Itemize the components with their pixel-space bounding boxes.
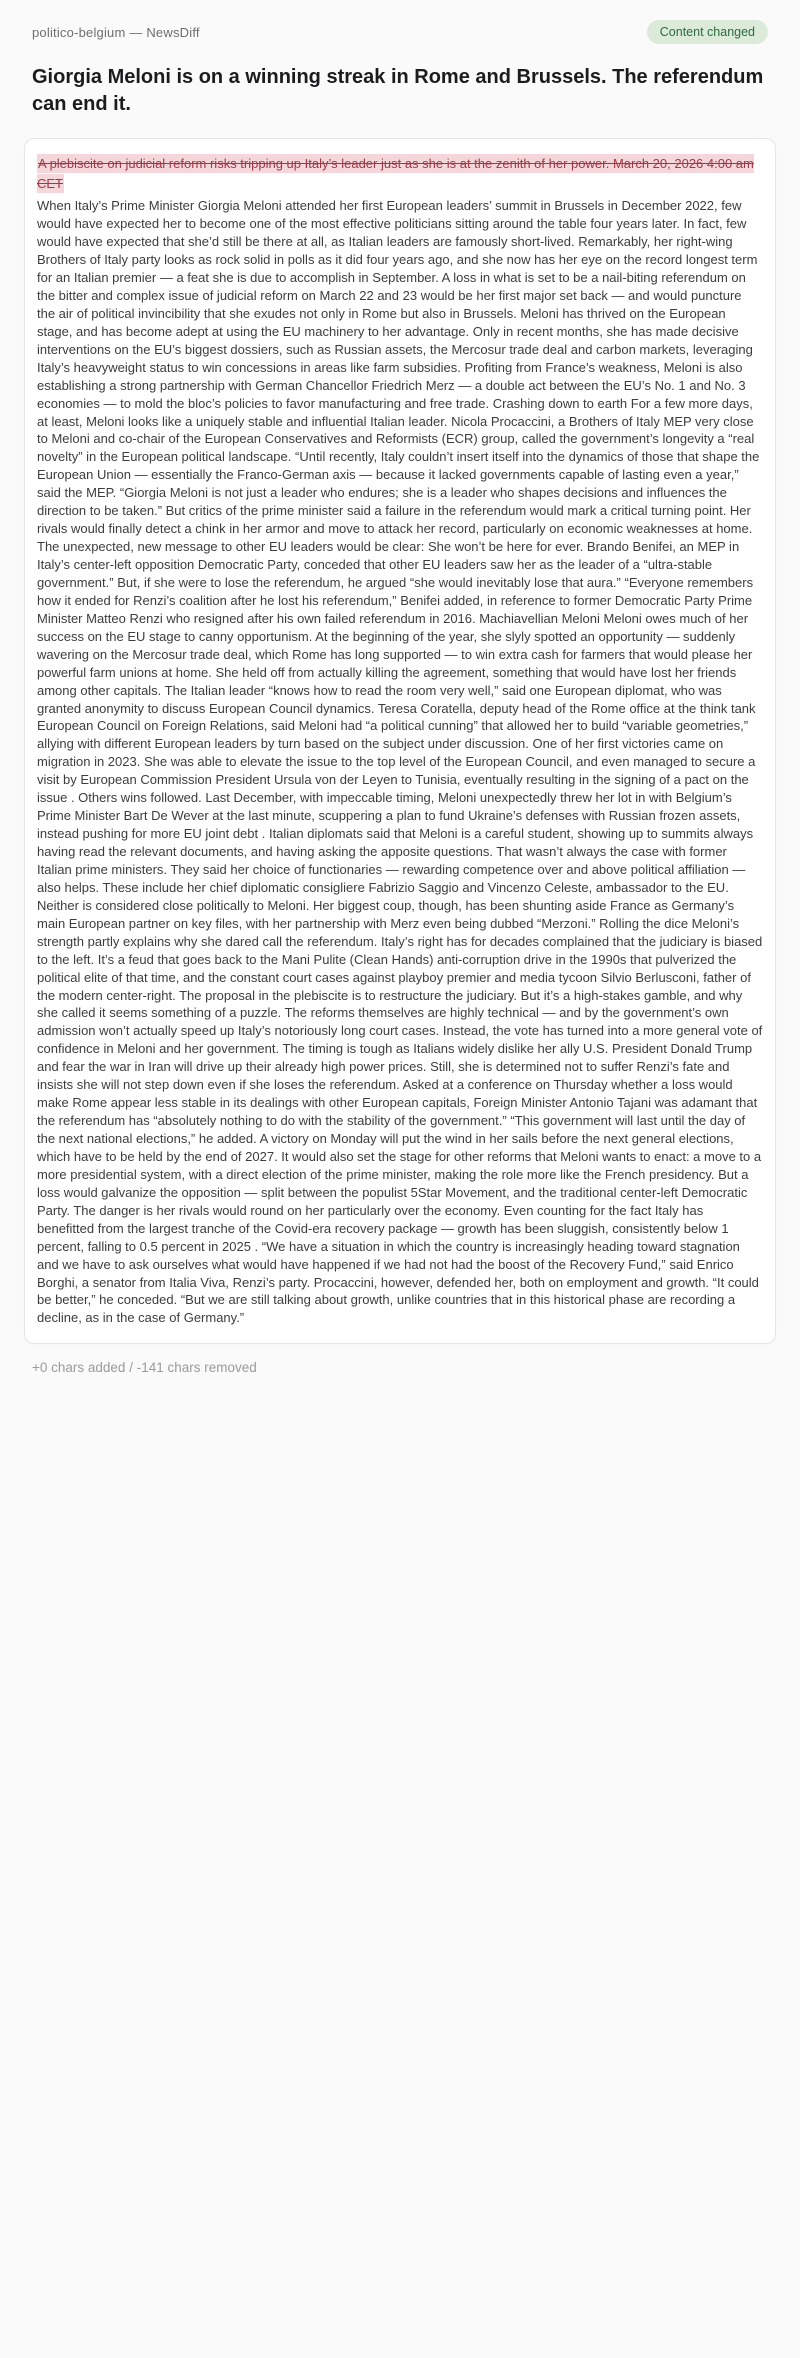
removed-text: A plebiscite on judicial reform risks tripping up Italy’s leader just as she is at the zenith of her power. March 20, 2026 4:00 am CET (37, 156, 754, 192)
page-header (24, 20, 776, 44)
article-body-text: When Italy’s Prime Minister Giorgia Meloni attended her first European leaders’ summit in Brussels in December 2022, few would have expected her to become one of the most effective politicians sitting around the table four years later. In fact, few would have expected that she’d still be there at all, as Italian leaders are famously short-lived. Remarkably, her right-wing Brothers of Italy party looks as rock solid in polls as it did four years ago, and she now has her eye on the record longest term for an Italian premier — a feat she is due to accomplish in September. A loss in what is set to be a nail-biting referendum on the bitter and complex issue of judicial reform on March 22 and 23 would be her first major set back — and would puncture the air of political invincibility that she exudes not only in Rome but also in Brussels. Meloni has thrived on the European stage, and has become adept at using the EU machinery to her advantage. Only in recent months, she has made decisive interventions on the EU’s biggest dossiers, such as Russian assets, the Mercosur trade deal and carbon markets, leveraging Italy’s heavyweight status to win concessions in areas like farm subsidies. Profiting from France’s weakness, Meloni is also establishing a strong partnership with German Chancellor Friedrich Merz — a double act between the EU’s No. 1 and No. 3 economies — to mold the bloc’s policies to favor manufacturing and free trade. Crashing down to earth For a few more days, at least, Meloni looks like a uniquely stable and influential Italian leader. Nicola Procaccini, a Brothers of Italy MEP very close to Meloni and co-chair of the European Conservatives and Reformists (ECR) group, called the government’s longevity a “real novelty” in the European political landscape. “Until recently, Italy couldn’t insert itself into the dynamics of those that shape the European Union — essentially the Franco-German axis — because it lacked governments capable of lasting even a year,” said the MEP. “Giorgia Meloni is not just a leader who endures; she is a leader who shapes decisions and influences the direction to be taken.” But critics of the prime minister said a failure in the referendum would mark a critical turning point. Her rivals would finally detect a chink in her armor and move to attack her record, particularly on economic weaknesses at home. The unexpected, new message to other EU leaders would be clear: She won’t be here for ever. Brando Benifei, an MEP in Italy’s center-left opposition Democratic Party, conceded that other EU leaders saw her as the leader of a “ultra-stable government.” But, if she were to lose the referendum, he argued “she would inevitably lose that aura.” “Everyone remembers how it ended for Renzi’s coalition after he lost his referendum,” Benifei added, in reference to former Democratic Party Prime Minister Matteo Renzi who resigned after his own failed referendum in 2016. Machiavellian Meloni Meloni owes much of her success on the EU stage to canny opportunism. At the beginning of the year, she slyly spotted an opportunity — suddenly wavering on the Mercosur trade deal, which Rome has long supported — to win extra cash for farmers that would please her powerful farm unions at home. She held off from actually killing the agreement, something that would have lost her friends among other capitals. The Italian leader “knows how to read the room very well,” said one European diplomat, who was granted anonymity to discuss European Council dynamics. Teresa Coratella, deputy head of the Rome office at the think tank European Council on Foreign Relations, said Meloni had “a political cunning” that allowed her to build “variable geometries,” allying with different European leaders by turn based on the subject under discussion. One of her first victories came on migration in 2023. She was able to elevate the issue to the top level of the European Council, and even managed to secure a visit by European Commission President Ursula von der Leyen to Tunisia, eventually resulting in the signing of a pact on the issue . Others wins followed. Last December, with impeccable timing, Meloni unexpectedly threw her lot in with Belgium’s Prime Minister Bart De Wever at the last minute, scuppering a plan to fund Ukraine’s defenses with Russian frozen assets, instead pushing for more EU joint debt . Italian diplomats said that Meloni is a careful student, showing up to summits always having read the relevant documents, and having asking the apposite questions. That wasn’t always the case with former Italian prime ministers. They said her choice of functionaries — rewarding competence over and above political affiliation — also helps. These include her chief diplomatic consigliere Fabrizio Saggio and Vincenzo Celeste, ambassador to the EU. Neither is considered close politically to Meloni. Her biggest coup, though, has been shunting aside France as Germany’s main European partner on key files, with her partnership with Merz even being dubbed “Merzoni.” Rolling the dice Meloni’s strength partly explains why she dared call the referendum. Italy’s right has for decades complained that the judiciary is biased to the left. It’s a feud that goes back to the Mani Pulite (Clean Hands) anti-corruption drive in the 1990s that pulverized the political elite of that time, and the constant court cases against playboy premier and media tycoon Silvio Berlusconi, father of the modern center-right. The proposal in the plebiscite is to restructure the judiciary. But it’s a high-stakes gamble, and why she called it seems something of a puzzle. The reforms themselves are highly technical — and by the government’s own admission won’t actually speed up Italy’s notoriously long court cases. Instead, the vote has turned into a more general vote of confidence in Meloni and her government. The timing is tough as Italians widely dislike her ally U.S. President Donald Trump and fear the war in Iran will drive up their already high power prices. Still, she is determined not to suffer Renzi’s fate and insists she will not step down even if she loses the referendum. Asked at a conference on Thursday whether a loss would make Rome appear less stable in its dealings with other European capitals, Foreign Minister Antonio Tajani was adamant that the referendum has “absolutely nothing to do with the stability of the government.” “This government will last until the day of the next national elections,” he added. A victory on Monday will put the wind in her sails before the next general elections, which have to be held by the end of 2027. It would also set the stage for other reforms that Meloni wants to enact: a move to a more presidential system, with a direct election of the prime minister, making the role more like the French presidency. But a loss would galvanize the opposition — split between the populist 5Star Movement, and the traditional center-left Democratic Party. The danger is her rivals would round on her particularly over the economy. Even counting for the fact Italy has benefitted from the largest tranche of the Covid-era recovery package — growth has been sluggish, consistently below 1 percent, falling to 0.5 percent in 2025 . “We have a situation in which the country is increasingly heading toward stagnation and we have to ask ourselves what would have happened if we had not had the boost of the Recovery Fund,” said Enrico Borghi, a senator from Italia Viva, Renzi’s party. Procaccini, however, defended her, both on employment and growth. “It could be better,” he conceded. “But we are still talking about growth, unlike countries that in this historical phase are recording a decline, as in the case of Germany.” (37, 198, 763, 1326)
article-title: Giorgia Meloni is on a winning streak in Rome and Brussels. The referendum can end it. (32, 66, 764, 115)
diff-stats: +0 chars added / -141 chars removed (32, 1360, 257, 1376)
status-badge: Content changed (647, 20, 768, 44)
diff-card (24, 138, 776, 1344)
removed-paragraph (37, 154, 763, 194)
source-label: politico-belgium — NewsDiff (32, 24, 200, 40)
